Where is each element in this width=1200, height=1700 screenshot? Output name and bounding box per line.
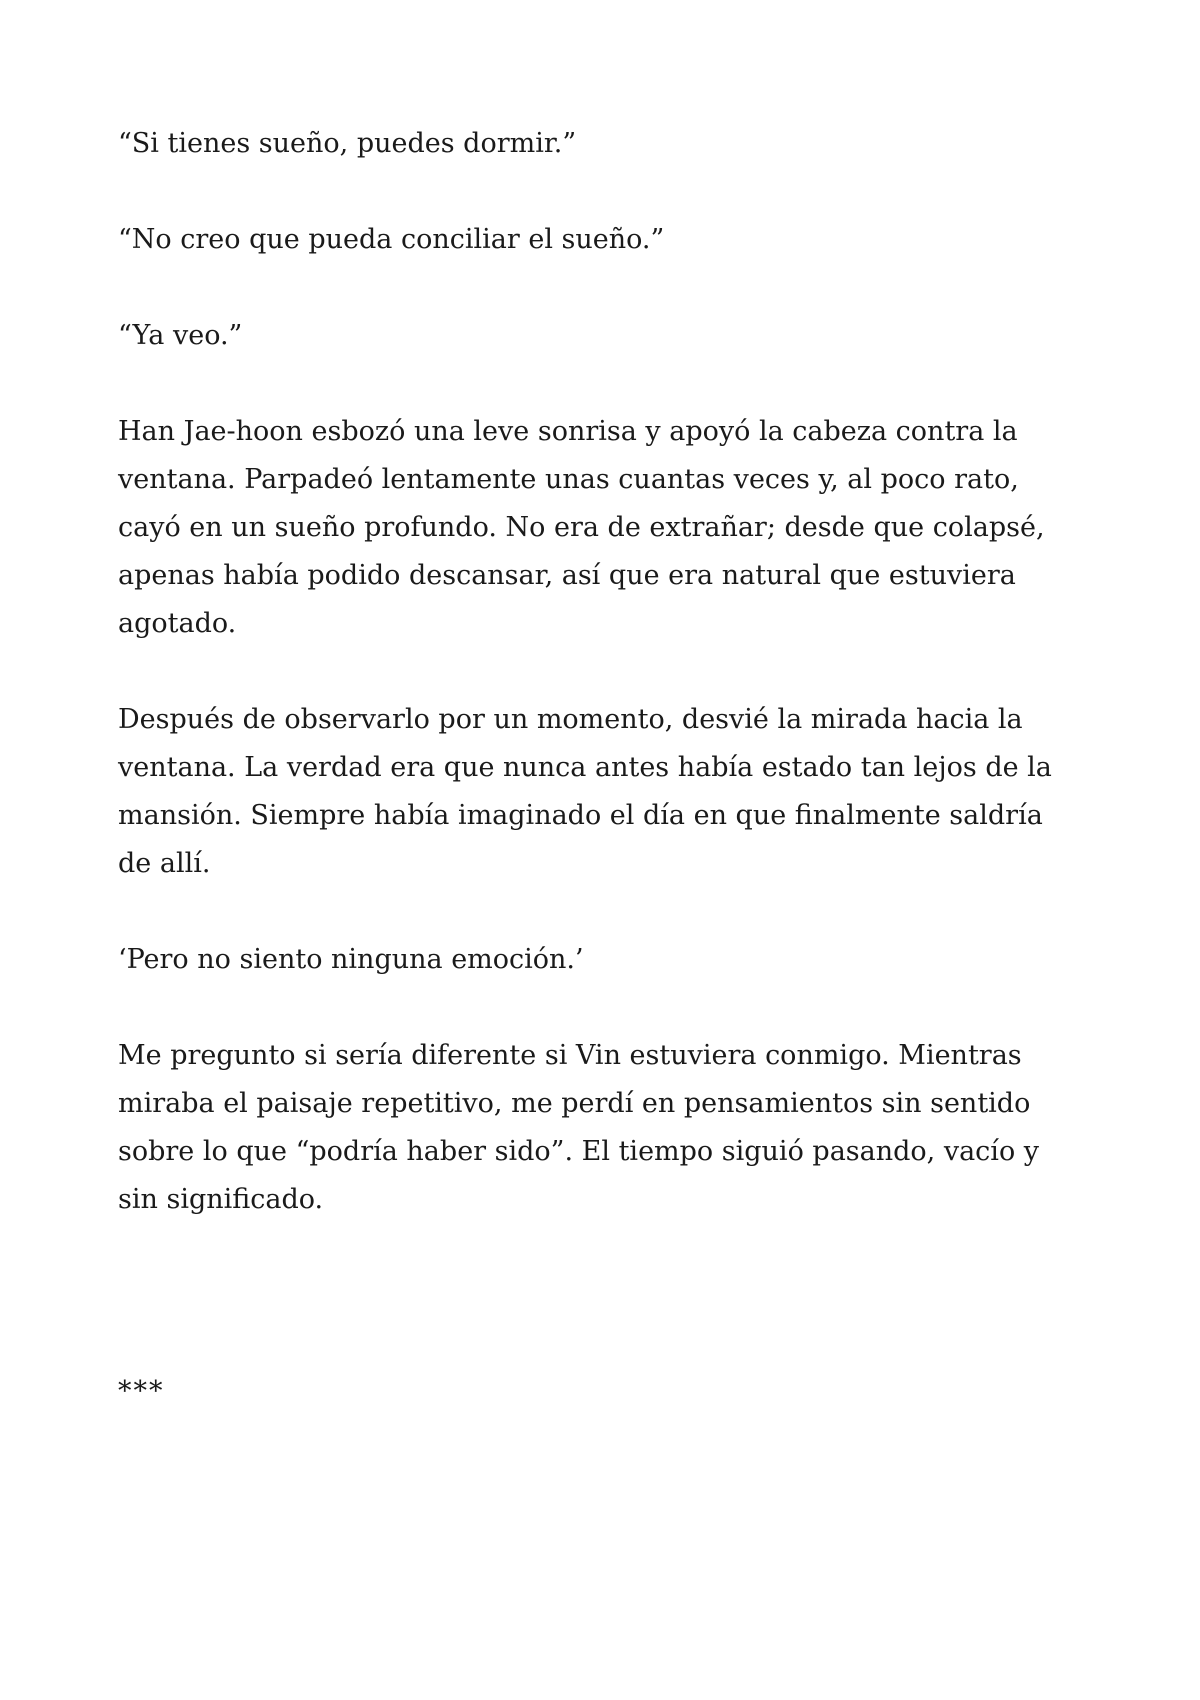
dialogue-line-3: “Ya veo.” bbox=[118, 320, 243, 351]
inner-thought-line: ‘Pero no siento ninguna emoción.’ bbox=[118, 944, 584, 975]
dialogue-line-2: “No creo que pueda conciliar el sueño.” bbox=[118, 224, 665, 255]
dialogue-line-1: “Si tienes sueño, puedes dormir.” bbox=[118, 128, 577, 159]
narrative-paragraph-2: Después de observarlo por un momento, desvié la mirada hacia la ventana. La verdad era que nunca antes había estado tan lejos de la mansión. Siempre había imaginado el día en que finalmente saldría de allí. bbox=[118, 704, 1052, 879]
narrative-paragraph-1: Han Jae-hoon esbozó una leve sonrisa y apoyó la cabeza contra la ventana. Parpadeó lentamente unas cuantas veces y, al poco rato, cayó en un sueño profundo. No era de extrañar; desde que colapsé, apenas había podido descansar, así que era natural que estuviera agotado. bbox=[118, 416, 1045, 639]
narrative-paragraph-3: Me pregunto si sería diferente si Vin estuviera conmigo. Mientras miraba el paisaje repetitivo, me perdí en pensamientos sin sentido sobre lo que “podría haber sido”. El tiempo siguió pasando, vacío y sin significado. bbox=[118, 1040, 1040, 1215]
document-page bbox=[118, 120, 1078, 1416]
scene-separator: *** bbox=[118, 1376, 165, 1407]
